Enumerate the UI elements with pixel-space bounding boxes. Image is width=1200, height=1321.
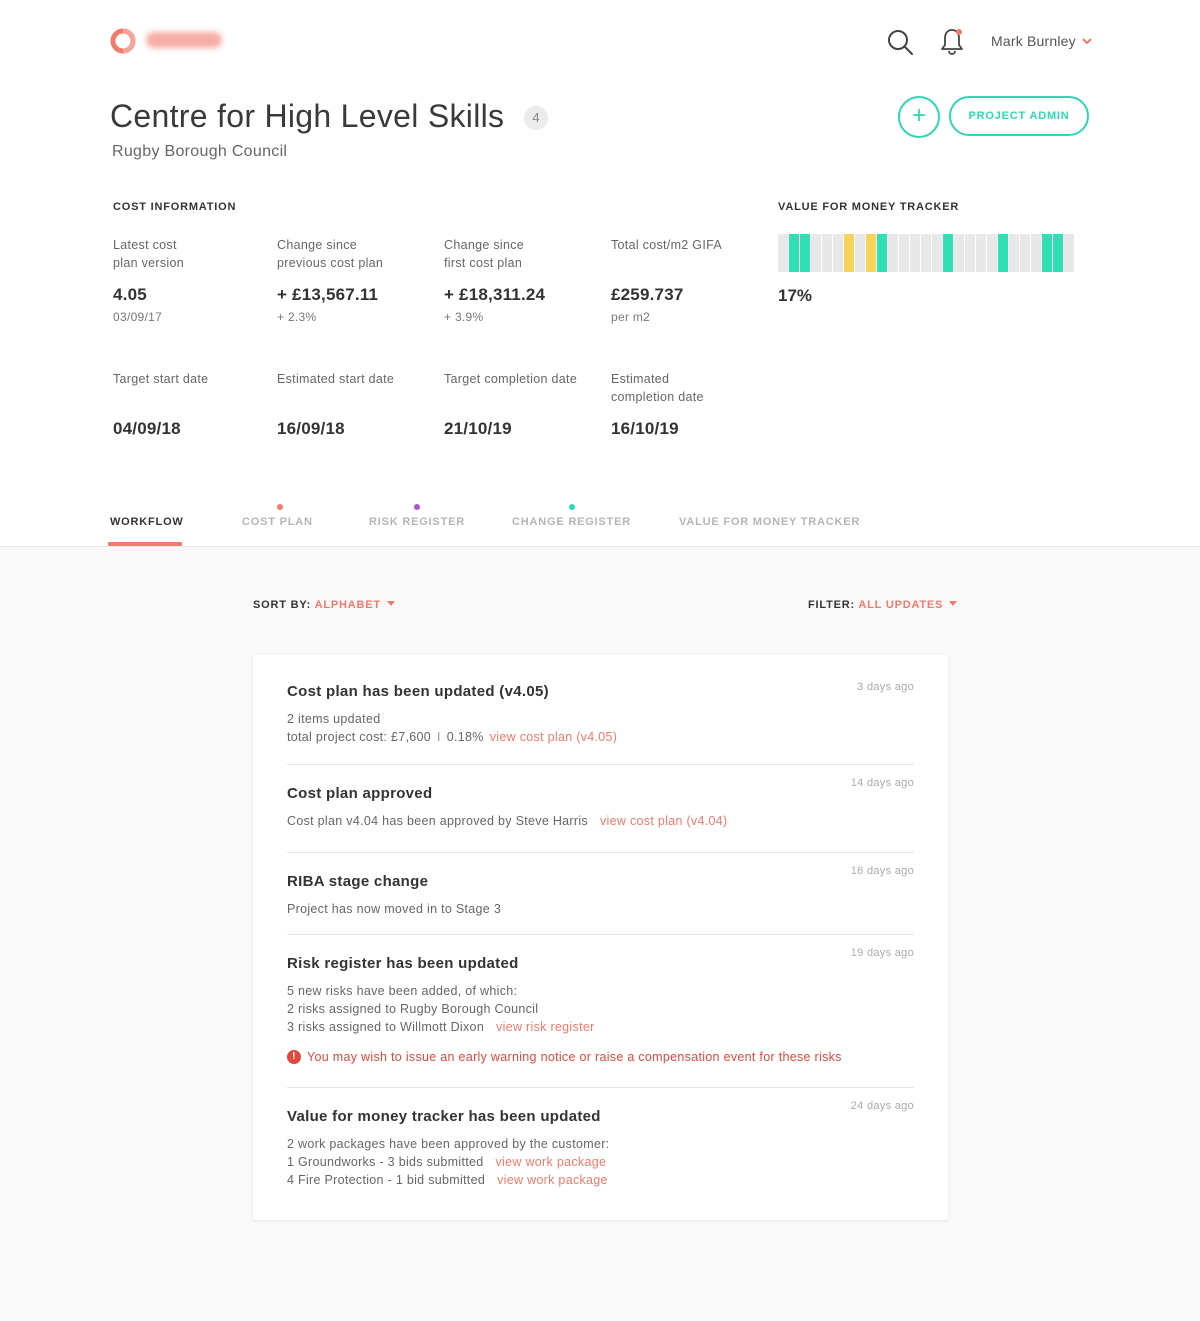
value-for-money-heading: VALUE FOR MONEY TRACKER [778, 201, 960, 213]
stat-value: 4.05 [113, 285, 147, 304]
stat-subtext: + 3.9% [444, 310, 484, 324]
sort-by-label: SORT BY: [253, 599, 312, 611]
add-button[interactable]: + [898, 96, 940, 138]
feed-item-riba-stage-change [287, 865, 914, 935]
tab-risk-register[interactable]: RISK REGISTER [369, 516, 465, 528]
feed-item-title: Risk register has been updated [287, 955, 519, 972]
feed-item-time: 14 days ago [850, 777, 914, 789]
tracker-cell-teal [789, 234, 800, 272]
tracker-cell-empty [778, 234, 789, 272]
early-warning-notice [287, 1050, 914, 1064]
change-register-notification-dot [569, 504, 575, 510]
stat-label: Total cost/m2 GIFA [611, 238, 722, 252]
tracker-cell-empty [822, 234, 833, 272]
warning-text: You may wish to issue an early warning notice or raise a compensation event for these risks [307, 1050, 842, 1064]
tab-cost-plan[interactable]: COST PLAN [242, 516, 313, 528]
brand-name[interactable] [146, 32, 222, 48]
feed-item-detail [287, 1018, 914, 1036]
tracker-cell-empty [899, 234, 910, 272]
view-work-package-link[interactable]: view work package [497, 1173, 608, 1187]
tracker-cell-empty [921, 234, 932, 272]
feed-item-cost-plan-approved [287, 777, 914, 853]
tracker-cell-empty [1009, 234, 1020, 272]
feed-item-cost-plan-updated [287, 683, 914, 765]
tracker-cell-empty [965, 234, 976, 272]
tracker-cell-empty [987, 234, 998, 272]
tracker-cell-teal [800, 234, 811, 272]
feed-item-detail [287, 1153, 914, 1171]
stat-value: + £13,567.11 [277, 285, 379, 304]
project-admin-button[interactable]: PROJECT ADMIN [949, 96, 1089, 136]
feed-item-risk-register-updated [287, 947, 914, 1088]
view-risk-register-link[interactable]: view risk register [496, 1020, 595, 1034]
tracker-cell-teal [998, 234, 1009, 272]
stat-subtext: + 2.3% [277, 310, 317, 324]
caret-down-icon [949, 601, 957, 606]
tracker-cell-teal [1053, 234, 1064, 272]
approval-text: Cost plan v4.04 has been approved by Steve Harris [287, 814, 588, 828]
project-count-badge: 4 [524, 106, 548, 130]
feed-item-detail: 2 risks assigned to Rugby Borough Council [287, 1002, 539, 1016]
tracker-cell-yellow [866, 234, 877, 272]
feed-item-title: Cost plan approved [287, 785, 433, 802]
view-work-package-link[interactable]: view work package [495, 1155, 607, 1169]
filter-dropdown[interactable] [808, 599, 957, 611]
filter-label: FILTER: [808, 599, 855, 611]
value-for-money-percent: 17% [778, 286, 813, 305]
work-package-text: 1 Groundworks - 3 bids submitted [287, 1155, 484, 1169]
feed-item-value-for-money-updated [287, 1100, 914, 1198]
feed-item-title: Value for money tracker has been updated [287, 1108, 601, 1125]
tracker-cell-empty [1031, 234, 1042, 272]
risk-register-notification-dot [414, 504, 420, 510]
feed-item-detail: Project has now moved in to Stage 3 [287, 902, 502, 916]
cost-information-heading: COST INFORMATION [113, 201, 237, 213]
date-label: Target start date [113, 372, 209, 386]
project-subtitle: Rugby Borough Council [112, 143, 288, 160]
tab-value-for-money-tracker[interactable]: VALUE FOR MONEY TRACKER [679, 516, 861, 528]
tracker-cell-empty [833, 234, 844, 272]
feed-item-title: RIBA stage change [287, 873, 429, 890]
feed-item-time: 3 days ago [857, 681, 914, 693]
tracker-cell-empty [855, 234, 866, 272]
logo-icon[interactable] [110, 28, 136, 54]
date-label: Estimated completion date [611, 372, 704, 404]
tracker-cell-teal [943, 234, 954, 272]
caret-down-icon [387, 601, 395, 606]
tracker-cell-teal [1042, 234, 1053, 272]
top-bar [0, 0, 1200, 84]
work-package-text: 4 Fire Protection - 1 bid submitted [287, 1173, 486, 1187]
stat-subtext: 03/09/17 [113, 310, 163, 324]
chevron-down-icon [1082, 37, 1092, 45]
feed-item-detail [287, 1171, 914, 1189]
tracker-cell-yellow [844, 234, 855, 272]
search-icon[interactable] [886, 28, 914, 56]
sort-by-value: ALPHABET [314, 599, 381, 611]
value-for-money-tracker-bar[interactable] [778, 234, 1075, 272]
feed-item-detail: 2 work packages have been approved by the customer: [287, 1137, 610, 1151]
stat-label: Latest cost plan version [113, 238, 185, 270]
workflow-panel [0, 547, 1200, 1321]
feed-item-detail: 2 items updated [287, 712, 381, 726]
feed-item-time: 24 days ago [850, 1100, 914, 1112]
total-project-cost: total project cost: £7,600 [287, 730, 431, 744]
active-tab-indicator [108, 542, 182, 546]
tracker-cell-empty [811, 234, 822, 272]
stat-value: £259.737 [611, 285, 684, 304]
user-menu[interactable] [991, 33, 1092, 49]
feed-item-detail [287, 812, 914, 830]
alert-icon: ! [287, 1050, 301, 1064]
notification-bell-icon[interactable] [940, 26, 964, 56]
cost-percent: 0.18% [446, 730, 484, 744]
feed-item-time: 19 days ago [850, 947, 914, 959]
stat-label: Change since first cost plan [444, 238, 525, 270]
tab-bar [0, 500, 1200, 547]
stat-label: Change since previous cost plan [277, 238, 384, 270]
feed-item-time: 16 days ago [850, 865, 914, 877]
date-value: 04/09/18 [113, 419, 181, 438]
feed-item-detail [287, 728, 914, 746]
filter-value: ALL UPDATES [858, 599, 944, 611]
risks-assigned-text: 3 risks assigned to Willmott Dixon [287, 1020, 485, 1034]
activity-feed [253, 655, 948, 1220]
tracker-cell-empty [976, 234, 987, 272]
tracker-cell-empty [954, 234, 965, 272]
sort-by-dropdown[interactable] [253, 599, 395, 611]
tab-workflow[interactable]: WORKFLOW [110, 516, 184, 528]
separator: I [437, 730, 441, 744]
cost-plan-notification-dot [277, 504, 283, 510]
feed-item-title: Cost plan has been updated (v4.05) [287, 683, 549, 700]
view-cost-plan-link[interactable]: view cost plan (v4.05) [489, 730, 618, 744]
tracker-cell-teal [877, 234, 888, 272]
tracker-cell-empty [888, 234, 899, 272]
user-name: Mark Burnley [991, 33, 1076, 49]
stat-subtext: per m2 [611, 310, 651, 324]
view-cost-plan-link[interactable]: view cost plan (v4.04) [599, 814, 728, 828]
tracker-cell-empty [932, 234, 943, 272]
date-value: 16/09/18 [277, 419, 345, 438]
tracker-cell-empty [1064, 234, 1075, 272]
date-value: 16/10/19 [611, 419, 679, 438]
tab-change-register[interactable]: CHANGE REGISTER [512, 516, 631, 528]
tracker-cell-empty [1020, 234, 1031, 272]
tracker-cell-empty [910, 234, 921, 272]
date-value: 21/10/19 [444, 419, 512, 438]
stat-value: + £18,311.24 [444, 285, 546, 304]
date-label: Estimated start date [277, 372, 395, 386]
project-title: Centre for High Level Skills [110, 98, 505, 134]
feed-item-detail: 5 new risks have been added, of which: [287, 984, 518, 998]
date-label: Target completion date [444, 372, 578, 386]
